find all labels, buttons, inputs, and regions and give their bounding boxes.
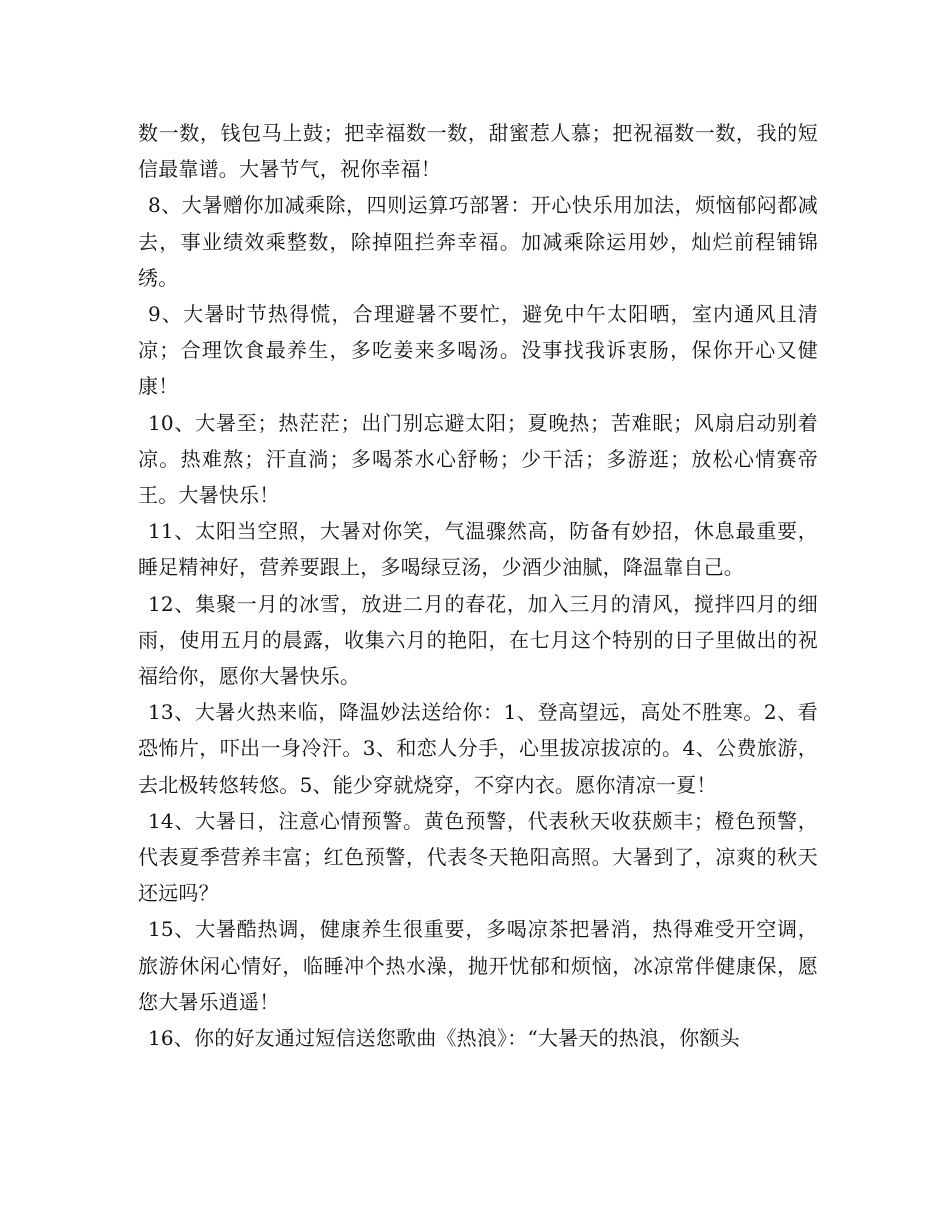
paragraph-item-14: 14、大暑日，注意心情预警。黄色预警，代表秋天收获颇丰；橙色预警，代表夏季营养丰富；红色预警，代表冬天艳阳高照。大暑到了，凉爽的秋天还远吗？ xyxy=(138,808,818,906)
paragraph-item-13: 13、大暑火热来临，降温妙法送给你：1、登高望远，高处不胜寒。2、看恐怖片，吓出一身冷汗。3、和恋人分手，心里拔凉拔凉的。4、公费旅游，去北极转悠转悠。5、能少穿就烧穿，不穿内衣。愿你清凉一夏！ xyxy=(138,700,818,797)
paragraph-item-16: 16、你的好友通过短信送您歌曲《热浪》：“大暑天的热浪，你额头 xyxy=(148,1026,740,1051)
paragraph-item-15: 15、大暑酷热调，健康养生很重要，多喝凉茶把暑消，热得难受开空调，旅游休闲心情好，临睡冲个热水澡，抛开忧郁和烦恼，冰凉常伴健康保，愿您大暑乐逍遥！ xyxy=(138,917,818,1014)
paragraph-continuation: 数一数，钱包马上鼓；把幸福数一数，甜蜜惹人慕；把祝福数一数，我的短信最靠谱。大暑节气，祝你幸福！ xyxy=(138,121,818,182)
paragraph-item-10: 10、大暑至；热茫茫；出门别忘避太阳；夏晚热；苦难眠；风扇启动别着凉。热难熬；汗直淌；多喝茶水心舒畅；少干活；多游逛；放松心情赛帝王。大暑快乐！ xyxy=(138,410,818,508)
document-body xyxy=(138,115,818,1056)
paragraph-item-12: 12、集聚一月的冰雪，放进二月的春花，加入三月的清风，搅拌四月的细雨，使用五月的晨露，收集六月的艳阳，在七月这个特别的日子里做出的祝福给你，愿你大暑快乐。 xyxy=(138,591,818,689)
paragraph-item-8: 8、大暑赠你加减乘除，四则运算巧部署：开心快乐用加法，烦恼郁闷都减去，事业绩效乘整数，除掉阻拦奔幸福。加减乘除运用妙，灿烂前程铺锦绣。 xyxy=(138,193,818,290)
paragraph-item-9: 9、大暑时节热得慌，合理避暑不要忙，避免中午太阳晒，室内通风且清凉；合理饮食最养生，多吃姜来多喝汤。没事找我诉衷肠，保你开心又健康！ xyxy=(138,302,818,399)
paragraph-item-11: 11、太阳当空照，大暑对你笑，气温骤然高，防备有妙招，休息最重要，睡足精神好，营养要跟上，多喝绿豆汤，少酒少油腻，降温靠自己。 xyxy=(138,519,818,580)
